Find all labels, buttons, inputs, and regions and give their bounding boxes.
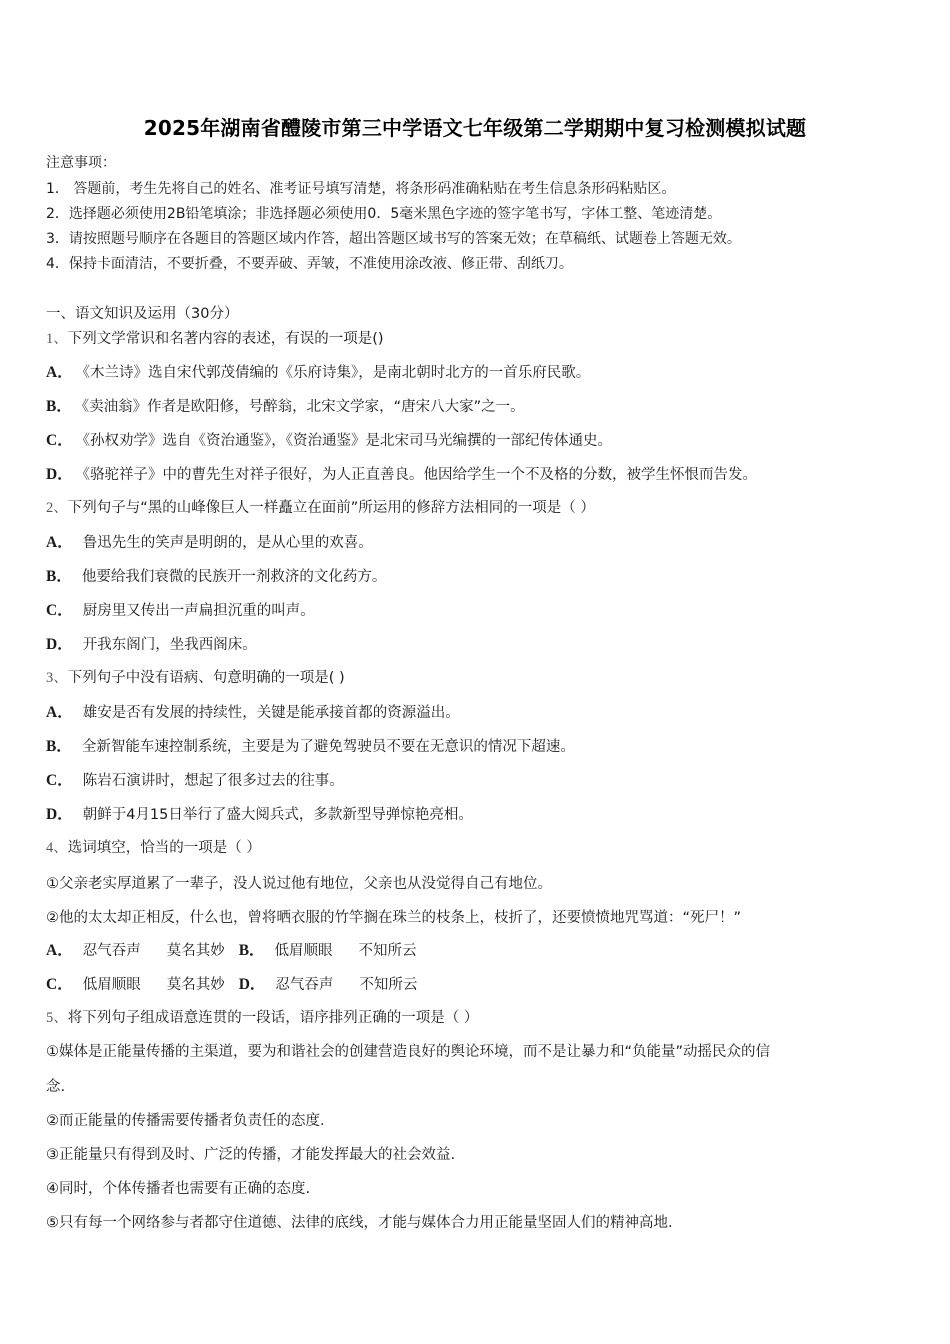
option-word: 忍气吞声	[82, 943, 141, 959]
question-number: 1、	[46, 331, 68, 347]
option-a	[46, 360, 590, 382]
note-item: 1． 答题前，考生先将自己的姓名、准考证号填写清楚，将条形码准确粘贴在考生信息条形码粘贴区。	[46, 181, 676, 197]
option-text: 开我东阁门，坐我西阁床。	[82, 637, 257, 653]
option-text: 《骆驼祥子》中的曹先生对祥子很好，为人正直善良。他因给学生一个不及格的分数，被学生怀恨而告发。	[82, 467, 757, 483]
sentence: ①父亲老实厚道累了一辈子，没人说过他有地位，父亲也从没觉得自己有地位。	[46, 876, 552, 892]
option-text: 《孙权劝学》选自《资治通鉴》，《资治通鉴》是北宋司马光编撰的一部纪传体通史。	[82, 433, 612, 449]
question-stem	[46, 666, 345, 687]
option-letter: C．	[46, 772, 73, 789]
page-title: 2025年湖南省醴陵市第三中学语文七年级第二学期期中复习检测模拟试题	[143, 116, 807, 140]
option-b	[46, 734, 575, 756]
option-word: 不知所云	[358, 943, 417, 959]
option-c	[46, 428, 612, 450]
note-item: 4．保持卡面清洁，不要折叠，不要弄破、弄皱，不准使用涂改液、修正带、刮纸刀。	[46, 256, 573, 272]
question-stem	[46, 1006, 478, 1027]
option-word: 忍气吞声	[275, 977, 334, 993]
option-letter: B．	[238, 942, 265, 959]
question-text: 下列句子与“黑的山峰像巨人一样矗立在面前”所运用的修辞方法相同的一项是（ ）	[67, 500, 595, 516]
option-word: 莫名其妙	[166, 943, 225, 959]
option-letter: B．	[46, 738, 72, 755]
option-c	[46, 768, 344, 790]
option-text: 陈岩石演讲时，想起了很多过去的往事。	[82, 773, 344, 789]
option-text: 鲁迅先生的笑声是明朗的，是从心里的欢喜。	[82, 535, 373, 551]
sentence: ②而正能量的传播需要传播者负责任的态度.	[46, 1113, 325, 1129]
option-word: 莫名其妙	[166, 977, 225, 993]
option-letter: D．	[46, 466, 73, 483]
option-letter: D．	[46, 806, 73, 823]
option-d	[46, 632, 257, 654]
sentence: ④同时，个体传播者也需要有正确的态度.	[46, 1181, 311, 1197]
option-d	[46, 802, 473, 824]
option-text: 雄安是否有发展的持续性，关键是能承接首都的资源溢出。	[82, 705, 460, 721]
option-letter: C．	[46, 432, 73, 449]
option-d	[46, 462, 757, 484]
option-letter: B．	[46, 398, 72, 415]
question-number: 2、	[46, 500, 68, 516]
option-letter: A．	[46, 534, 73, 551]
option-letter: A．	[46, 704, 73, 721]
option-a	[46, 700, 460, 722]
question-stem	[46, 496, 595, 517]
note-item: 3．请按照题号顺序在各题目的答题区域内作答，超出答题区域书写的答案无效；在草稿纸、试题卷上答题无效。	[46, 231, 741, 247]
question-text: 下列文学常识和名著内容的表述，有误的一项是()	[67, 331, 384, 347]
option-word: 低眉顺眼	[274, 943, 333, 959]
sentence: ①媒体是正能量传播的主渠道，要为和谐社会的创建营造良好的舆论环境，而不是让暴力和“负能量”动摇民众的信	[46, 1044, 771, 1060]
option-letter: B．	[46, 568, 72, 585]
options-row	[46, 972, 417, 994]
question-text: 将下列句子组成语意连贯的一段话，语序排列正确的一项是（ ）	[67, 1010, 479, 1026]
question-stem	[46, 327, 384, 348]
option-text: 全新智能车速控制系统，主要是为了避免驾驶员不要在无意识的情况下超速。	[81, 739, 575, 755]
option-text: 他要给我们衰微的民族开一剂救济的文化药方。	[81, 569, 387, 585]
option-letter: D．	[238, 976, 266, 993]
notes-heading: 注意事项：	[46, 155, 116, 171]
sentence: ②他的太太却正相反，什么也，曾将晒衣服的竹竿搁在珠兰的枝条上，枝折了，还要愤愤地咒骂道：“死尸！”	[46, 910, 742, 926]
question-text: 下列句子中没有语病、句意明确的一项是( )	[67, 670, 345, 686]
option-letter: A．	[46, 364, 73, 381]
option-a	[46, 530, 373, 552]
option-letter: C．	[46, 602, 73, 619]
sentence: 念.	[46, 1079, 66, 1095]
option-word: 不知所云	[359, 977, 418, 993]
sentence: ③正能量只有得到及时、广泛的传播，才能发挥最大的社会效益.	[46, 1147, 456, 1163]
option-letter: C．	[46, 976, 73, 993]
question-stem	[46, 836, 261, 857]
question-number: 5、	[46, 1010, 68, 1026]
option-letter: A．	[46, 942, 73, 959]
question-number: 3、	[46, 670, 68, 686]
section-heading: 一、语文知识及运用（30分）	[46, 306, 239, 322]
options-row	[46, 938, 417, 960]
note-item: 2．选择题必须使用2B铅笔填涂；非选择题必须使用0．5毫米黑色字迹的签字笔书写，字体工整、笔迹清楚。	[46, 206, 722, 222]
option-text: 朝鲜于4月15日举行了盛大阅兵式，多款新型导弹惊艳亮相。	[82, 807, 473, 823]
option-letter: D．	[46, 636, 73, 653]
question-number: 4、	[46, 840, 68, 856]
option-text: 厨房里又传出一声扁担沉重的叫声。	[82, 603, 315, 619]
option-word: 低眉顺眼	[82, 977, 141, 993]
sentence: ⑤只有每一个网络参与者都守住道德、法律的底线，才能与媒体合力用正能量坚固人们的精神高地.	[46, 1215, 673, 1231]
question-text: 选词填空，恰当的一项是（ ）	[67, 840, 261, 856]
option-b	[46, 564, 386, 586]
option-b	[46, 394, 525, 416]
option-text: 《木兰诗》选自宋代郭茂倩编的《乐府诗集》，是南北朝时北方的一首乐府民歌。	[82, 365, 591, 381]
option-text: 《卖油翁》作者是欧阳修，号醉翁，北宋文学家，“唐宋八大家”之一。	[81, 399, 525, 415]
option-c	[46, 598, 315, 620]
